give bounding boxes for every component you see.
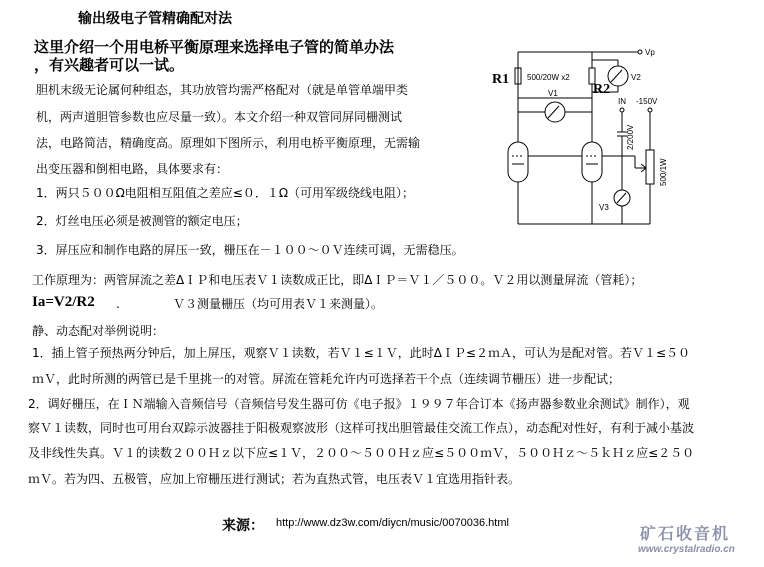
requirement-item: 1．两只５００Ω电阻相互阻值之差应≤０．１Ω（可用军级绕线电阻）； [36, 186, 415, 200]
intro-line-2: ，有兴趣者可以一试。 [34, 56, 185, 74]
circuit-diagram [500, 40, 680, 230]
formula-dot: . [116, 297, 120, 311]
circuit-vp-label: Vp [645, 48, 655, 57]
circuit-v2-label: V2 [631, 73, 641, 82]
requirement-item: 3．屏压应和制作电路的屏压一致，栅压在－１００～０Ｖ连续可调，无需稳压。 [36, 243, 464, 257]
paragraph-line: 出变压器和倒相电路，具体要求有： [36, 162, 229, 176]
circuit-v3-label: V3 [599, 203, 609, 212]
principle-line: Ｖ３测量栅压（均可用表Ｖ１来测量）。 [173, 297, 384, 311]
source-label: 来源： [222, 518, 264, 534]
circuit-in-label: IN [618, 97, 626, 106]
example-line: 察Ｖ１读数，同时也可用台双踪示波器挂于阳极观察波形（这样可找出胆管最佳交流工作点），动态配对性好，有利于减小基波 [28, 421, 695, 435]
circuit-v1-label: V1 [548, 89, 558, 98]
formula-ia: Ia=V2/R2 [32, 294, 95, 310]
circuit-resistor-label: 500/20W x2 [527, 73, 570, 82]
circuit-label-r2: R2 [593, 82, 611, 97]
requirement-item: 2．灯丝电压必须是被测管的额定电压； [36, 214, 248, 228]
circuit-neg150-label: -150V [636, 97, 658, 106]
example-heading: 静、动态配对举例说明： [32, 324, 165, 338]
circuit-label-r1: R1 [492, 72, 510, 87]
example-line: 及非线性失真。Ｖ１的读数２００Ｈｚ以下应≤１Ｖ，２００～５００Ｈｚ应≤５００ｍＶ，５００Ｈｚ～５ｋＨｚ应≤２５０ [28, 446, 695, 460]
example-line: 1．插上管子预热两分钟后，加上屏压，观察Ｖ１读数，若Ｖ１≤１Ｖ，此时ΔＩＰ≤２ｍＡ，可认为是配对管。若Ｖ１≤５０ [32, 346, 691, 360]
article-title: 输出级电子管精确配对法 [78, 11, 232, 27]
circuit-pot-label: 500/1W [659, 158, 668, 186]
example-line: ｍＶ。若为四、五极管，应加上帘栅压进行测试；若为直热式管，电压表Ｖ１宜选用指针表。 [28, 472, 521, 486]
source-url[interactable]: http://www.dz3w.com/diycn/music/0070036.html [276, 517, 509, 529]
paragraph-line: 法，电路简洁，精确度高。原理如下图所示，利用电桥平衡原理，无需输 [36, 136, 421, 150]
watermark-url: www.crystalradio.cn [638, 544, 735, 555]
paragraph-line: 机，两声道胆管参数也应尽量一致）。本文介绍一种双管同屏同栅测试 [36, 110, 403, 124]
paragraph-line: 胆机末级无论属何种组态，其功放管均需严格配对（就是单管单端甲类 [36, 83, 409, 97]
principle-line: 工作原理为：两管屏流之差ΔＩＰ和电压表Ｖ１读数成正比，即ΔＩＰ＝Ｖ１／５００。Ｖ２用以测量屏流（管耗）； [32, 273, 643, 287]
watermark-logo-text: 矿石收音机 [640, 524, 731, 543]
example-line: ｍＶ，此时所测的两管已是千里挑一的对管。屏流在管耗允许内可选择若干个点（连续调节栅压）进一步配试； [32, 372, 621, 386]
example-line: 2．调好栅压，在ＩＮ端输入音频信号（音频信号发生器可仿《电子报》１９９７年合订本《扬声器参数业余测试》制作），观 [28, 397, 690, 411]
intro-line-1: 这里介绍一个用电桥平衡原理来选择电子管的简单办法 [34, 38, 395, 56]
circuit-cap-label: 2/200V [626, 124, 635, 150]
